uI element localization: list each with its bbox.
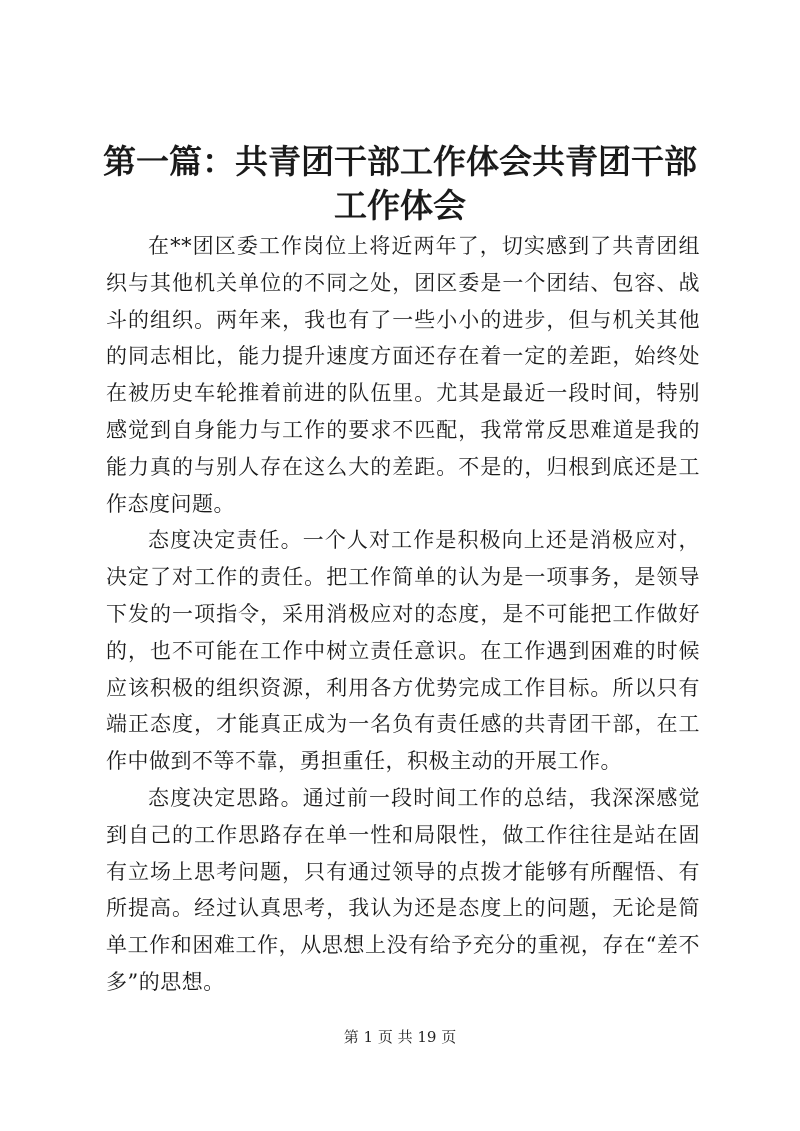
document-body [106,228,700,1001]
paragraph-responsibility: 态度决定责任。一个人对工作是积极向上还是消极应对，决定了对工作的责任。把工作简单的认为是一项事务，是领导下发的一项指令，采用消极应对的态度，是不可能把工作做好的，也不可能在工作中树立责任意识。在工作遇到困难的时候应该积极的组织资源，利用各方优势完成工作目标。所以只有端正态度，才能真正成为一名负有责任感的共青团干部，在工作中做到不等不靠，勇担重任，积极主动的开展工作。 [106,528,700,774]
paragraph-thinking: 态度决定思路。通过前一段时间工作的总结，我深深感觉到自己的工作思路存在单一性和局限性，做工作往往是站在固有立场上思考问题，只有通过领导的点拨才能够有所醒悟、有所提高。经过认真思考，我认为还是态度上的问题，无论是简单工作和困难工作，从思想上没有给予充分的重视，存在“差不多”的思想。 [106,785,700,994]
document-title: 第一篇：共青团干部工作体会共青团干部工作体会 [103,142,697,225]
page-footer: 第 1 页 共 19 页 [343,1028,457,1046]
paragraph-intro: 在**团区委工作岗位上将近两年了，切实感到了共青团组织与其他机关单位的不同之处，团区委是一个团结、包容、战斗的组织。两年来，我也有了一些小小的进步，但与机关其他的同志相比，能力提升速度方面还存在着一定的差距，始终处在被历史车轮推着前进的队伍里。尤其是最近一段时间，特别感觉到自身能力与工作的要求不匹配，我常常反思难道是我的能力真的与别人存在这么大的差距。不是的，归根到底还是工作态度问题。 [106,234,700,516]
